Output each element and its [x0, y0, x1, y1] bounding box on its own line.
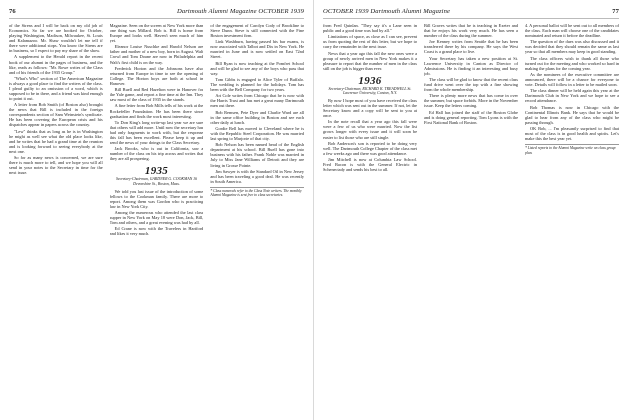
paragraph: The class officers wish to thank all those who turned out for the meeting and who worked so hard in making the plans for the coming year. [525, 55, 619, 71]
paragraph: Bill Graves writes that he is teaching in Exeter and that he enjoys his work very much. He has seen a number of the class during the summer. [424, 23, 518, 39]
paragraph: from Fred Quinlan. "They say it's a Lane seen in public and a good time was had by all." [323, 23, 417, 34]
paragraph: Frederick Horton and the Johnsons have also returned from Europe in time to see the opening of College. The Horton boys are both at school in Hanover. [109, 65, 204, 86]
paragraph: Bob Thomas is now in Chicago with the Continental Illinois Bank. He says that he would be glad to hear from any of the class who might be passing through. [525, 104, 619, 125]
paragraph: of the engagement of Carolyn Cody of Brookline to Steve Dunn. Steve is still connected with the Fine Boston investment firm. [210, 23, 305, 39]
paragraph: Ed Crane is now with the Travelers in Hartford and likes it very much. [109, 226, 204, 237]
paragraph: "What's Who" section of The American Magazine is always a good place to find the writers of the class. I plead guilty to an omission of a word, which is supposed to be in there, and a friend was kind enough to point it out. [9, 75, 103, 102]
right-column-3 [525, 23, 619, 420]
class-year: 1935 [144, 165, 169, 178]
paragraph: of the Sirens and I will be back on my old job of Economics. So far we are booked for October, playing Washington, Madison, Milwaukee, St. Louis and Kalamazoo. Mr. Shaw wouldn't let me tell if there were additional stops. You know the Sirens are in business, so I expect to pay my share of the show. [9, 23, 103, 54]
paragraph: Your Secretary has taken a new position at St. Lawrence University in Canton as Director of Admissions. He is finding it an interesting and busy job. [424, 55, 518, 76]
paragraph: Jim Sawyer is with the Standard Oil in New Jersey and has been traveling a good deal. He was recently in South America. [210, 168, 305, 184]
paragraph: Eleanor Louise Nuschke and Harold Nelson are father and mother of a new boy, born in August. Walt Crowl and Tom Doane are now in Philadelphia and Walt's first child is on the way. [109, 44, 204, 65]
class-secretary: Secretary-Chairman, RICHARD K. TREADWELL St. Lawrence University, Canton, N.Y. [328, 86, 412, 96]
paragraph: Art Cole writes from Chicago that he is now with the Harris Trust and has met a great many Dartmouth men out there. [210, 93, 305, 109]
paragraph: As the nominees of the executive committee are announced, there will be a chance for everyone to vote. Details will follow in a letter to be mailed soon. [525, 71, 619, 88]
paragraph: Bob Anderson's son is reported to be doing very well. The Dartmouth College Chapter of the class met a few weeks ago and there was good attendance. [323, 140, 417, 156]
paragraph: Tom Gibbs is engaged to Alice Tyler of Buffalo. The wedding is planned for the holidays. Tom has been with the Bell Company for two years. [210, 77, 305, 93]
paragraph: Jack Brooks, who is out in California, saw a number of the class on his trip across and writes that they are all prospering. [109, 146, 204, 162]
paragraph: Among the numerous who attended the last class supper in New York on May 18 were Don, Jack, Bill, Tom and others, and a great evening was had by all. [109, 209, 204, 225]
paragraph: Limitations of space, as close as I can see, prevent us from quoting the rest of this letter, but we hope to carry the remainder in the next issue. [323, 34, 417, 50]
paragraph: OK Bob, ... I'm pleasantly surprised to find that most of the class is in good health and spirits. Let's make this the best year yet. [525, 126, 619, 142]
left-page-number: 76 [9, 8, 16, 15]
paragraph: So for as many news is concerned, we are sure there is much more to tell, and we hope you will all send in your notes to the Secretary in time for the next issue. [9, 155, 103, 176]
left-columns [9, 23, 304, 420]
right-page-number: 77 [612, 8, 619, 15]
right-column-1 [323, 23, 417, 420]
left-running-title: Dartmouth Alumni Magazine OCTOBER 1939 [176, 8, 304, 15]
paragraph: We told you last issue of the introduction of some fellows to the Cookman family. There are more to report. Among them was Gordon who is practicing law in New York City. [109, 188, 204, 209]
paragraph: A letter from Bob Smith (of Boston also) brought the news that Bill is included in the foreign correspondents section of Sam Weinstein's syndicate. He has been covering the European crisis and his dispatches appear in papers across the country. [9, 102, 103, 128]
paragraph: Link Washburn, having passed his bar exams, is now associated with Talbot and Dix in New York. He married in June and is now settled on East 72nd Street. [210, 39, 305, 60]
paragraph: Joe Kenney writes from Seattle that he has been transferred there by his company. He says the West Coast is a grand place to live. [424, 39, 518, 55]
paragraph: To Don King's long write-up last year we are sure that others will add more. Until now the secretary has had only fragments to work with, but the response this fall has been excellent. Please keep it up and send the news of your doings to the Class Secretary. [109, 119, 204, 145]
paragraph: In the note recall that a year ago this fall were were a few of us who were married. Now the list grows longer with every issue and it will soon be easier to list those who are still single. [323, 119, 417, 140]
left-column-3 [210, 23, 304, 420]
left-column-1 [9, 23, 103, 420]
paragraph: 4. A personal ballot will be sent out to all members of the class. Each man will choose one of the candidates nominated and return it before the deadline. [525, 23, 619, 39]
left-footnote: * Class numerals refer to the Class Note writers. The monthly Alumni Magazine is sent free to class secretaries. [210, 187, 304, 198]
paragraph: The class will be glad to know that the recent class fund drive went over the top with a fine showing from the whole membership. [424, 77, 518, 93]
paragraph: Bob Remsen, Pete Dyer and Charlie Ward are all in the same office building in Boston and see each other daily at lunch. [210, 109, 305, 125]
class-secretary: Secretary-Chairman, GARDNER G. COOKMAN 16 Devonshire St., Boston, Mass. [115, 177, 198, 186]
left-running-head [9, 8, 304, 19]
right-column-2 [424, 23, 518, 420]
paragraph: Bill Ryan is now teaching at the Pomfret School and will be glad to see any of the boys who pass that way. [210, 60, 305, 76]
right-running-head [323, 8, 619, 19]
paragraph: Ed Hall has joined the staff of the Boston Globe and is doing general reporting. Tom Lyons is with the First National Bank of Boston. [424, 109, 518, 125]
right-footnote: * Listed reports to the Alumni Magazine write on class group plan. [525, 144, 619, 155]
paragraph: A supplement to the Herald report in the recent book of our alumni in the pages of business, and the like, reads as follows: "Mr. Rowe writes of the Class and of his friends of the 1935 Group." [9, 54, 103, 75]
paragraph: The question of the dues was also discussed and it was decided that they should remain the same as last year so that all members may keep in good standing. [525, 39, 619, 55]
class-heading-1936 [323, 75, 417, 96]
paragraph: Bob Nelson has been named head of the English department at his school. Bill Buell has gone into business with his father. Frank Noble was married in July to Miss Jane Williams of Detroit and they are living in Grosse Pointe. [210, 142, 305, 168]
paragraph: By now I hope most of you have received the class letter which was sent out in the summer. If not, let the Secretary know and a copy will be sent to you at once. [323, 97, 417, 119]
paragraph: Jim Mitchell is now at Columbia Law School. Fred Bacon is with the General Electric in Schenectady and sends his best to all. [323, 157, 417, 173]
right-page [314, 0, 628, 420]
paragraph: Gordie Bell has moved to Cleveland where he is with the Republic Steel Corporation. He was married last spring to Marjorie of that city. [210, 126, 305, 142]
paragraph: The class dinner will be held again this year at the Dartmouth Club in New York and we hope to see a record attendance. [525, 88, 619, 104]
class-heading-1935 [110, 165, 204, 186]
right-columns [323, 23, 619, 420]
right-running-title: OCTOBER 1939 Dartmouth Alumni Magazine [323, 8, 451, 15]
paragraph: Bill Buell and Red Hazelton were in Hanover for the Yale game, and report a fine time at the Inn. They saw most of the class of 1935 in the stands. [109, 87, 204, 103]
left-column-2 [110, 23, 204, 420]
paragraph: "Lew" thinks that as long as he is in Washington he might as well see what the old place looks like, and he writes that he had a grand time at the reunion and is looking forward to seeing everybody at the next one. [9, 128, 103, 154]
paragraph: Magazine. Seen on the screen at New York more than one thing was Millard. Bob is. Bill is home from Europe and looks well. Haven't seen much of him yet. [109, 23, 204, 44]
paragraph: A fine letter from Bob Mills tells of his work at the Rockefeller Foundation. He has been there since graduation and finds the work most interesting. [109, 103, 204, 119]
class-year: 1936 [358, 74, 382, 87]
paragraph: News that a year ago this fall the new ones were a group of newly arrived men in New York makes it a pleasure to report that the number of men in the class still on the job is bigger than ever. [323, 50, 417, 71]
paragraph: There is plenty more news that has come in over the summer, but space forbids. More in the November issue. Keep the letters coming. [424, 93, 518, 109]
